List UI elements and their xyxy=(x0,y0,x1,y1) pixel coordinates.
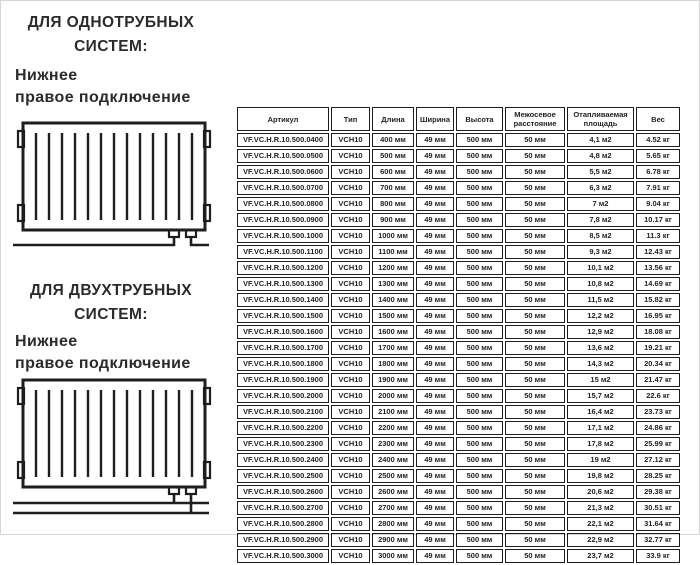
table-cell: VCH10 xyxy=(331,341,370,355)
table-row xyxy=(237,485,680,499)
table-cell: VCH10 xyxy=(331,437,370,451)
table-cell: 50 мм xyxy=(505,197,565,211)
column-header: Отапливаемая площадь xyxy=(567,107,634,131)
column-header: Ширина xyxy=(416,107,454,131)
table-cell: VF.VC.H.R.10.500.1600 xyxy=(237,325,329,339)
table-cell: VF.VC.H.R.10.500.2500 xyxy=(237,469,329,483)
table-cell: 500 мм xyxy=(456,501,503,515)
table-cell: VCH10 xyxy=(331,421,370,435)
table-cell: 500 мм xyxy=(372,149,414,163)
table-row xyxy=(237,469,680,483)
table-cell: 8,5 м2 xyxy=(567,229,634,243)
table-cell: 1700 мм xyxy=(372,341,414,355)
table-cell: 500 мм xyxy=(456,437,503,451)
table-cell: 50 мм xyxy=(505,485,565,499)
table-cell: VF.VC.H.R.10.500.1400 xyxy=(237,293,329,307)
table-cell: VCH10 xyxy=(331,533,370,547)
single-pipe-subtitle-line2: правое подключение xyxy=(15,89,191,106)
table-cell: 49 мм xyxy=(416,165,454,179)
table-cell: 500 мм xyxy=(456,309,503,323)
table-cell: 50 мм xyxy=(505,309,565,323)
table-cell: 10,8 м2 xyxy=(567,277,634,291)
table-cell: 20,6 м2 xyxy=(567,485,634,499)
table-cell: 49 мм xyxy=(416,229,454,243)
table-row xyxy=(237,389,680,403)
table-cell: 28.25 кг xyxy=(636,469,680,483)
connection-stub xyxy=(169,487,179,494)
table-cell: 2900 мм xyxy=(372,533,414,547)
table-cell: 15.82 кг xyxy=(636,293,680,307)
column-header: Длина xyxy=(372,107,414,131)
table-cell: VCH10 xyxy=(331,549,370,563)
table-cell: VCH10 xyxy=(331,485,370,499)
table-cell: 5,5 м2 xyxy=(567,165,634,179)
table-cell: VF.VC.H.R.10.500.1700 xyxy=(237,341,329,355)
table-cell: VF.VC.H.R.10.500.2200 xyxy=(237,421,329,435)
column-header: Высота xyxy=(456,107,503,131)
table-cell: 500 мм xyxy=(456,517,503,531)
table-cell: VF.VC.H.R.10.500.1500 xyxy=(237,309,329,323)
table-cell: VCH10 xyxy=(331,229,370,243)
column-header: Вес xyxy=(636,107,680,131)
table-cell: 50 мм xyxy=(505,277,565,291)
table-row xyxy=(237,133,680,147)
table-cell: 49 мм xyxy=(416,485,454,499)
table-cell: 49 мм xyxy=(416,437,454,451)
two-pipe-subtitle-line2: правое подключение xyxy=(15,355,191,372)
table-cell: 50 мм xyxy=(505,133,565,147)
table-cell: VF.VC.H.R.10.500.1800 xyxy=(237,357,329,371)
table-cell: VCH10 xyxy=(331,293,370,307)
table-cell: 49 мм xyxy=(416,245,454,259)
table-cell: 50 мм xyxy=(505,549,565,563)
table-cell: 13.56 кг xyxy=(636,261,680,275)
table-row xyxy=(237,277,680,291)
table-cell: 400 мм xyxy=(372,133,414,147)
table-cell: 50 мм xyxy=(505,517,565,531)
table-cell: 17,1 м2 xyxy=(567,421,634,435)
table-cell: VF.VC.H.R.10.500.3000 xyxy=(237,549,329,563)
table-cell: 29.38 кг xyxy=(636,485,680,499)
table-cell: VF.VC.H.R.10.500.0400 xyxy=(237,133,329,147)
two-pipe-heading-line1: ДЛЯ ДВУХТРУБНЫХ xyxy=(29,282,193,299)
table-cell: 50 мм xyxy=(505,149,565,163)
table-cell: 50 мм xyxy=(505,533,565,547)
table-cell: 6.78 кг xyxy=(636,165,680,179)
table-cell: 50 мм xyxy=(505,245,565,259)
table-cell: 4,8 м2 xyxy=(567,149,634,163)
table-cell: 2800 мм xyxy=(372,517,414,531)
table-cell: 4,1 м2 xyxy=(567,133,634,147)
table-cell: VF.VC.H.R.10.500.2800 xyxy=(237,517,329,531)
table-cell: 600 мм xyxy=(372,165,414,179)
table-cell: 49 мм xyxy=(416,405,454,419)
table-row xyxy=(237,197,680,211)
table-row xyxy=(237,165,680,179)
table-cell: 49 мм xyxy=(416,389,454,403)
table-cell: 500 мм xyxy=(456,485,503,499)
table-cell: 800 мм xyxy=(372,197,414,211)
table-cell: 50 мм xyxy=(505,453,565,467)
table-cell: 50 мм xyxy=(505,405,565,419)
table-row xyxy=(237,453,680,467)
table-cell: VF.VC.H.R.10.500.2000 xyxy=(237,389,329,403)
table-cell: VCH10 xyxy=(331,245,370,259)
table-cell: 3000 мм xyxy=(372,549,414,563)
table-cell: VF.VC.H.R.10.500.0700 xyxy=(237,181,329,195)
table-cell: 900 мм xyxy=(372,213,414,227)
table-cell: 2700 мм xyxy=(372,501,414,515)
table-cell: 49 мм xyxy=(416,149,454,163)
table-cell: 9.04 кг xyxy=(636,197,680,211)
header-row xyxy=(237,107,680,131)
table-cell: 49 мм xyxy=(416,341,454,355)
table-cell: VF.VC.H.R.10.500.0600 xyxy=(237,165,329,179)
table-cell: VF.VC.H.R.10.500.2900 xyxy=(237,533,329,547)
column-header: Артикул xyxy=(237,107,329,131)
table-cell: 33.9 кг xyxy=(636,549,680,563)
table-cell: 50 мм xyxy=(505,165,565,179)
table-cell: 2500 мм xyxy=(372,469,414,483)
table-cell: VCH10 xyxy=(331,165,370,179)
table-cell: 22,9 м2 xyxy=(567,533,634,547)
table-cell: 500 мм xyxy=(456,165,503,179)
table-cell: 2000 мм xyxy=(372,389,414,403)
table-cell: 19,8 м2 xyxy=(567,469,634,483)
table-cell: VF.VC.H.R.10.500.1900 xyxy=(237,373,329,387)
table-cell: 49 мм xyxy=(416,517,454,531)
table-row xyxy=(237,229,680,243)
table-cell: 6,3 м2 xyxy=(567,181,634,195)
table-cell: 31.64 кг xyxy=(636,517,680,531)
two-pipe-subtitle xyxy=(15,331,227,375)
table-cell: 2600 мм xyxy=(372,485,414,499)
connection-stub xyxy=(186,487,196,494)
table-cell: VF.VC.H.R.10.500.0800 xyxy=(237,197,329,211)
table-cell: 16,4 м2 xyxy=(567,405,634,419)
table-cell: 7,8 м2 xyxy=(567,213,634,227)
table-cell: VF.VC.H.R.10.500.2400 xyxy=(237,453,329,467)
table-cell: 2100 мм xyxy=(372,405,414,419)
table-cell: 49 мм xyxy=(416,133,454,147)
table-cell: 49 мм xyxy=(416,453,454,467)
table-cell: VCH10 xyxy=(331,325,370,339)
table-cell: 500 мм xyxy=(456,293,503,307)
table-cell: 500 мм xyxy=(456,533,503,547)
table-cell: 32.77 кг xyxy=(636,533,680,547)
table-cell: 12.43 кг xyxy=(636,245,680,259)
table-cell: 49 мм xyxy=(416,181,454,195)
table-row xyxy=(237,341,680,355)
table-cell: VCH10 xyxy=(331,309,370,323)
table-cell: 500 мм xyxy=(456,373,503,387)
table-cell: 500 мм xyxy=(456,341,503,355)
table-cell: 10.17 кг xyxy=(636,213,680,227)
table-cell: 50 мм xyxy=(505,357,565,371)
table-row xyxy=(237,533,680,547)
table-cell: 500 мм xyxy=(456,149,503,163)
table-cell: VCH10 xyxy=(331,453,370,467)
column-header: Тип xyxy=(331,107,370,131)
table-cell: 19.21 кг xyxy=(636,341,680,355)
table-cell: VCH10 xyxy=(331,469,370,483)
single-pipe-subtitle-line1: Нижнее xyxy=(15,67,78,84)
table-cell: 7.91 кг xyxy=(636,181,680,195)
table-row xyxy=(237,549,680,563)
table-cell: 500 мм xyxy=(456,229,503,243)
table-cell: 49 мм xyxy=(416,261,454,275)
table-cell: 9,3 м2 xyxy=(567,245,634,259)
table-cell: 500 мм xyxy=(456,245,503,259)
table-cell: VF.VC.H.R.10.500.2100 xyxy=(237,405,329,419)
table-cell: 500 мм xyxy=(456,197,503,211)
table-cell: 23.73 кг xyxy=(636,405,680,419)
table-cell: 1600 мм xyxy=(372,325,414,339)
table-row xyxy=(237,309,680,323)
table-cell: 500 мм xyxy=(456,549,503,563)
table-row xyxy=(237,501,680,515)
table-cell: 23,7 м2 xyxy=(567,549,634,563)
table-row xyxy=(237,293,680,307)
table-cell: 49 мм xyxy=(416,277,454,291)
table-cell: 1100 мм xyxy=(372,245,414,259)
table-cell: 5.65 кг xyxy=(636,149,680,163)
table-row xyxy=(237,149,680,163)
spec-table-area xyxy=(235,105,687,565)
table-cell: VF.VC.H.R.10.500.1000 xyxy=(237,229,329,243)
table-cell: 24.86 кг xyxy=(636,421,680,435)
table-cell: 2400 мм xyxy=(372,453,414,467)
table-cell: 11,5 м2 xyxy=(567,293,634,307)
table-cell: 500 мм xyxy=(456,405,503,419)
table-cell: 25.99 кг xyxy=(636,437,680,451)
table-cell: 500 мм xyxy=(456,181,503,195)
table-cell: 50 мм xyxy=(505,389,565,403)
table-cell: 21.47 кг xyxy=(636,373,680,387)
table-cell: 11.3 кг xyxy=(636,229,680,243)
table-cell: VCH10 xyxy=(331,517,370,531)
table-cell: 1800 мм xyxy=(372,357,414,371)
table-cell: VCH10 xyxy=(331,389,370,403)
table-cell: VF.VC.H.R.10.500.2600 xyxy=(237,485,329,499)
table-row xyxy=(237,325,680,339)
table-cell: 27.12 кг xyxy=(636,453,680,467)
table-cell: VF.VC.H.R.10.500.1200 xyxy=(237,261,329,275)
table-cell: 49 мм xyxy=(416,533,454,547)
table-cell: 7 м2 xyxy=(567,197,634,211)
radiator-diagram-single-pipe xyxy=(9,120,219,251)
table-row xyxy=(237,405,680,419)
two-pipe-heading xyxy=(5,279,217,327)
return-pipe xyxy=(191,237,209,245)
table-cell: VCH10 xyxy=(331,181,370,195)
table-cell: 50 мм xyxy=(505,501,565,515)
table-row xyxy=(237,357,680,371)
table-cell: VF.VC.H.R.10.500.2300 xyxy=(237,437,329,451)
table-cell: 50 мм xyxy=(505,293,565,307)
table-cell: VCH10 xyxy=(331,213,370,227)
table-cell: 500 мм xyxy=(456,213,503,227)
table-cell: 17,8 м2 xyxy=(567,437,634,451)
table-cell: 500 мм xyxy=(456,389,503,403)
table-cell: 10,1 м2 xyxy=(567,261,634,275)
radiator-diagram-two-pipe xyxy=(9,377,219,519)
table-cell: 50 мм xyxy=(505,437,565,451)
table-cell: 1300 мм xyxy=(372,277,414,291)
table-cell: VF.VC.H.R.10.500.2700 xyxy=(237,501,329,515)
table-cell: VCH10 xyxy=(331,149,370,163)
table-cell: VF.VC.H.R.10.500.0500 xyxy=(237,149,329,163)
table-cell: 50 мм xyxy=(505,373,565,387)
table-cell: 500 мм xyxy=(456,357,503,371)
table-cell: 50 мм xyxy=(505,341,565,355)
table-cell: VF.VC.H.R.10.500.1100 xyxy=(237,245,329,259)
table-cell: 50 мм xyxy=(505,261,565,275)
table-cell: 15,7 м2 xyxy=(567,389,634,403)
table-cell: VCH10 xyxy=(331,197,370,211)
table-row xyxy=(237,421,680,435)
table-cell: VCH10 xyxy=(331,261,370,275)
table-cell: 50 мм xyxy=(505,229,565,243)
table-cell: 50 мм xyxy=(505,181,565,195)
table-cell: VCH10 xyxy=(331,405,370,419)
single-pipe-subtitle xyxy=(15,65,227,109)
single-pipe-heading-line1: ДЛЯ ОДНОТРУБНЫХ xyxy=(27,14,195,31)
table-cell: 18.08 кг xyxy=(636,325,680,339)
table-cell: 49 мм xyxy=(416,421,454,435)
table-cell: 21,3 м2 xyxy=(567,501,634,515)
table-cell: 2300 мм xyxy=(372,437,414,451)
table-cell: 15 м2 xyxy=(567,373,634,387)
radiator-fins xyxy=(36,390,192,477)
table-cell: 49 мм xyxy=(416,293,454,307)
table-row xyxy=(237,437,680,451)
table-cell: VF.VC.H.R.10.500.0900 xyxy=(237,213,329,227)
table-cell: 1400 мм xyxy=(372,293,414,307)
table-cell: 500 мм xyxy=(456,133,503,147)
table-cell: 19 м2 xyxy=(567,453,634,467)
table-cell: VCH10 xyxy=(331,133,370,147)
table-row xyxy=(237,181,680,195)
radiator-fins xyxy=(36,133,192,220)
table-cell: 4.52 кг xyxy=(636,133,680,147)
table-cell: 49 мм xyxy=(416,373,454,387)
table-cell: 20.34 кг xyxy=(636,357,680,371)
connection-stub xyxy=(186,230,196,237)
table-row xyxy=(237,517,680,531)
table-cell: VCH10 xyxy=(331,357,370,371)
table-cell: 49 мм xyxy=(416,197,454,211)
table-cell: 16.95 кг xyxy=(636,309,680,323)
table-cell: 500 мм xyxy=(456,277,503,291)
table-cell: 500 мм xyxy=(456,261,503,275)
table-cell: 500 мм xyxy=(456,325,503,339)
connection-stub xyxy=(169,230,179,237)
table-row xyxy=(237,245,680,259)
table-cell: 22,1 м2 xyxy=(567,517,634,531)
table-row xyxy=(237,373,680,387)
table-cell: VCH10 xyxy=(331,277,370,291)
table-cell: VCH10 xyxy=(331,501,370,515)
table-cell: 30.51 кг xyxy=(636,501,680,515)
single-pipe-heading-line2: СИСТЕМ: xyxy=(74,38,148,55)
table-cell: 50 мм xyxy=(505,469,565,483)
table-cell: 500 мм xyxy=(456,453,503,467)
two-pipe-subtitle-line1: Нижнее xyxy=(15,333,78,350)
table-cell: 49 мм xyxy=(416,469,454,483)
table-cell: 14,3 м2 xyxy=(567,357,634,371)
table-cell: 50 мм xyxy=(505,325,565,339)
table-cell: VF.VC.H.R.10.500.1300 xyxy=(237,277,329,291)
table-cell: 49 мм xyxy=(416,501,454,515)
supply-pipe xyxy=(13,237,174,245)
table-cell: 49 мм xyxy=(416,549,454,563)
table-row xyxy=(237,213,680,227)
table-cell: 12,2 м2 xyxy=(567,309,634,323)
table-cell: 500 мм xyxy=(456,421,503,435)
table-cell: 500 мм xyxy=(456,469,503,483)
table-cell: 22.6 кг xyxy=(636,389,680,403)
table-cell: 13,6 м2 xyxy=(567,341,634,355)
table-cell: 49 мм xyxy=(416,357,454,371)
table-cell: 700 мм xyxy=(372,181,414,195)
table-cell: 49 мм xyxy=(416,325,454,339)
table-row xyxy=(237,261,680,275)
table-cell: 1900 мм xyxy=(372,373,414,387)
column-header: Межосевое расстояние xyxy=(505,107,565,131)
two-pipe-heading-line2: СИСТЕМ: xyxy=(74,306,148,323)
table-cell: VCH10 xyxy=(331,373,370,387)
table-cell: 14.69 кг xyxy=(636,277,680,291)
table-cell: 50 мм xyxy=(505,213,565,227)
table-cell: 49 мм xyxy=(416,309,454,323)
table-cell: 1500 мм xyxy=(372,309,414,323)
single-pipe-heading xyxy=(5,11,217,59)
table-cell: 2200 мм xyxy=(372,421,414,435)
table-cell: 50 мм xyxy=(505,421,565,435)
table-cell: 49 мм xyxy=(416,213,454,227)
spec-table xyxy=(235,105,682,565)
table-cell: 1200 мм xyxy=(372,261,414,275)
table-cell: 1000 мм xyxy=(372,229,414,243)
table-cell: 12,9 м2 xyxy=(567,325,634,339)
